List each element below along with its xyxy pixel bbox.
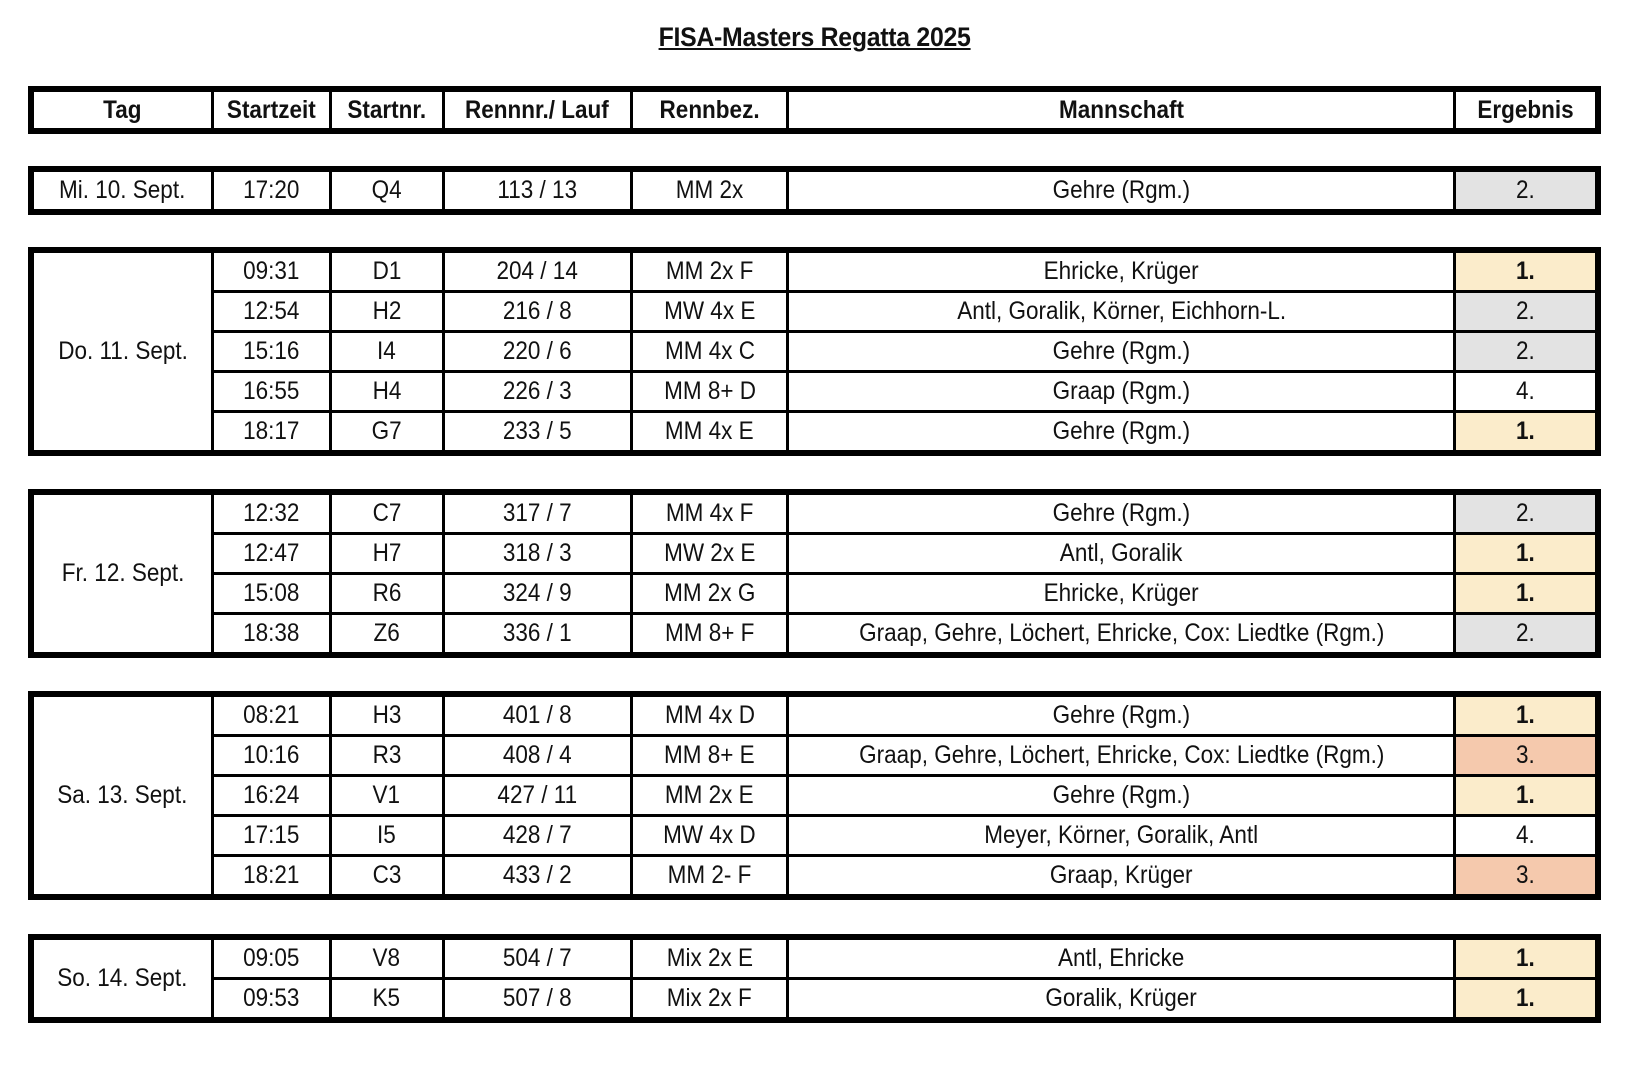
rennnr-cell: 233 / 5 [443, 412, 631, 454]
table-row [31, 694, 1598, 736]
rennbez-cell: MW 2x E [631, 534, 788, 574]
day-group-table [28, 247, 1601, 456]
day-group-table [28, 489, 1601, 658]
table-row [31, 776, 1598, 816]
rennbez-cell: MM 2x F [631, 250, 788, 292]
header-table [28, 86, 1601, 134]
table-row [31, 372, 1598, 412]
startzeit-cell: 09:31 [213, 250, 330, 292]
header-startzeit: Startzeit [213, 89, 330, 131]
rennbez-cell: MM 4x E [631, 412, 788, 454]
rennbez-cell: MM 4x C [631, 332, 788, 372]
mannschaft-cell: Graap (Rgm.) [788, 372, 1455, 412]
ergebnis-cell: 3. [1455, 736, 1598, 776]
mannschaft-cell: Graap, Gehre, Löchert, Ehricke, Cox: Liedtke (Rgm.) [788, 736, 1455, 776]
table-row [31, 492, 1598, 534]
startzeit-cell: 12:47 [213, 534, 330, 574]
startzeit-cell: 09:53 [213, 979, 330, 1021]
rennbez-cell: MM 8+ F [631, 614, 788, 656]
table-row [31, 332, 1598, 372]
startnr-cell: R3 [330, 736, 443, 776]
startzeit-cell: 08:21 [213, 694, 330, 736]
header-tag: Tag [31, 89, 213, 131]
startnr-cell: Z6 [330, 614, 443, 656]
startnr-cell: H2 [330, 292, 443, 332]
startzeit-cell: 16:55 [213, 372, 330, 412]
rennnr-cell: 428 / 7 [443, 816, 631, 856]
ergebnis-cell: 2. [1455, 292, 1598, 332]
ergebnis-cell: 3. [1455, 856, 1598, 898]
day-cell: Mi. 10. Sept. [31, 169, 213, 212]
startnr-cell: R6 [330, 574, 443, 614]
mannschaft-cell: Gehre (Rgm.) [788, 694, 1455, 736]
document-title [0, 22, 1629, 53]
ergebnis-cell: 1. [1455, 776, 1598, 816]
rennbez-cell: MM 2x G [631, 574, 788, 614]
ergebnis-cell: 2. [1455, 614, 1598, 656]
rennnr-cell: 324 / 9 [443, 574, 631, 614]
startnr-cell: H3 [330, 694, 443, 736]
table-row [31, 412, 1598, 454]
rennbez-cell: MM 2x [631, 169, 788, 212]
startzeit-cell: 12:32 [213, 492, 330, 534]
mannschaft-cell: Graap, Krüger [788, 856, 1455, 898]
rennnr-cell: 204 / 14 [443, 250, 631, 292]
day-cell: Sa. 13. Sept. [31, 694, 213, 897]
startnr-cell: V1 [330, 776, 443, 816]
mannschaft-cell: Antl, Goralik [788, 534, 1455, 574]
rennnr-cell: 220 / 6 [443, 332, 631, 372]
ergebnis-cell: 1. [1455, 979, 1598, 1021]
mannschaft-cell: Graap, Gehre, Löchert, Ehricke, Cox: Liedtke (Rgm.) [788, 614, 1455, 656]
startzeit-cell: 09:05 [213, 937, 330, 979]
rennbez-cell: MW 4x D [631, 816, 788, 856]
day-group-table [28, 934, 1601, 1023]
startnr-cell: G7 [330, 412, 443, 454]
rennbez-cell: MM 4x D [631, 694, 788, 736]
startnr-cell: V8 [330, 937, 443, 979]
rennnr-cell: 113 / 13 [443, 169, 631, 212]
startnr-cell: C3 [330, 856, 443, 898]
mannschaft-cell: Meyer, Körner, Goralik, Antl [788, 816, 1455, 856]
ergebnis-cell: 2. [1455, 169, 1598, 212]
ergebnis-cell: 1. [1455, 250, 1598, 292]
rennnr-cell: 433 / 2 [443, 856, 631, 898]
table-row [31, 534, 1598, 574]
rennbez-cell: Mix 2x E [631, 937, 788, 979]
startzeit-cell: 17:15 [213, 816, 330, 856]
rennnr-cell: 401 / 8 [443, 694, 631, 736]
startnr-cell: K5 [330, 979, 443, 1021]
ergebnis-cell: 1. [1455, 412, 1598, 454]
startzeit-cell: 18:38 [213, 614, 330, 656]
table-row [31, 816, 1598, 856]
mannschaft-cell: Ehricke, Krüger [788, 574, 1455, 614]
rennbez-cell: MW 4x E [631, 292, 788, 332]
mannschaft-cell: Ehricke, Krüger [788, 250, 1455, 292]
table-row [31, 614, 1598, 656]
ergebnis-cell: 4. [1455, 372, 1598, 412]
table-row [31, 736, 1598, 776]
rennnr-cell: 226 / 3 [443, 372, 631, 412]
table-row [31, 574, 1598, 614]
title-text: FISA-Masters Regatta 2025 [658, 22, 971, 52]
table-row [31, 292, 1598, 332]
mannschaft-cell: Gehre (Rgm.) [788, 492, 1455, 534]
rennnr-cell: 504 / 7 [443, 937, 631, 979]
ergebnis-cell: 1. [1455, 534, 1598, 574]
rennnr-cell: 336 / 1 [443, 614, 631, 656]
rennnr-cell: 317 / 7 [443, 492, 631, 534]
startzeit-cell: 17:20 [213, 169, 330, 212]
startzeit-cell: 10:16 [213, 736, 330, 776]
mannschaft-cell: Goralik, Krüger [788, 979, 1455, 1021]
startnr-cell: D1 [330, 250, 443, 292]
mannschaft-cell: Gehre (Rgm.) [788, 776, 1455, 816]
day-cell: Do. 11. Sept. [31, 250, 213, 453]
ergebnis-cell: 1. [1455, 574, 1598, 614]
day-cell: Fr. 12. Sept. [31, 492, 213, 655]
rennnr-cell: 507 / 8 [443, 979, 631, 1021]
rennbez-cell: MM 2x E [631, 776, 788, 816]
startnr-cell: Q4 [330, 169, 443, 212]
table-row [31, 856, 1598, 898]
startzeit-cell: 15:16 [213, 332, 330, 372]
startnr-cell: C7 [330, 492, 443, 534]
rennbez-cell: MM 8+ E [631, 736, 788, 776]
header-rennnr: Rennnr./ Lauf [443, 89, 631, 131]
startzeit-cell: 16:24 [213, 776, 330, 816]
day-cell: So. 14. Sept. [31, 937, 213, 1020]
rennbez-cell: MM 8+ D [631, 372, 788, 412]
rennnr-cell: 216 / 8 [443, 292, 631, 332]
header-startnr: Startnr. [330, 89, 443, 131]
header-row [31, 89, 1598, 131]
header-rennbez: Rennbez. [631, 89, 788, 131]
mannschaft-cell: Antl, Goralik, Körner, Eichhorn-L. [788, 292, 1455, 332]
table-row [31, 250, 1598, 292]
header-ergebnis: Ergebnis [1455, 89, 1598, 131]
table-row [31, 169, 1598, 212]
day-group-table [28, 166, 1601, 215]
startzeit-cell: 15:08 [213, 574, 330, 614]
ergebnis-cell: 2. [1455, 492, 1598, 534]
ergebnis-cell: 1. [1455, 694, 1598, 736]
header-mannschaft: Mannschaft [788, 89, 1455, 131]
rennnr-cell: 408 / 4 [443, 736, 631, 776]
rennnr-cell: 318 / 3 [443, 534, 631, 574]
startzeit-cell: 18:17 [213, 412, 330, 454]
mannschaft-cell: Gehre (Rgm.) [788, 169, 1455, 212]
ergebnis-cell: 1. [1455, 937, 1598, 979]
table-row [31, 937, 1598, 979]
day-group-table [28, 691, 1601, 900]
ergebnis-cell: 4. [1455, 816, 1598, 856]
rennbez-cell: MM 4x F [631, 492, 788, 534]
startnr-cell: H4 [330, 372, 443, 412]
startzeit-cell: 12:54 [213, 292, 330, 332]
table-row [31, 979, 1598, 1021]
rennbez-cell: MM 2- F [631, 856, 788, 898]
mannschaft-cell: Antl, Ehricke [788, 937, 1455, 979]
rennbez-cell: Mix 2x F [631, 979, 788, 1021]
startzeit-cell: 18:21 [213, 856, 330, 898]
startnr-cell: I4 [330, 332, 443, 372]
mannschaft-cell: Gehre (Rgm.) [788, 332, 1455, 372]
startnr-cell: H7 [330, 534, 443, 574]
mannschaft-cell: Gehre (Rgm.) [788, 412, 1455, 454]
ergebnis-cell: 2. [1455, 332, 1598, 372]
startnr-cell: I5 [330, 816, 443, 856]
rennnr-cell: 427 / 11 [443, 776, 631, 816]
